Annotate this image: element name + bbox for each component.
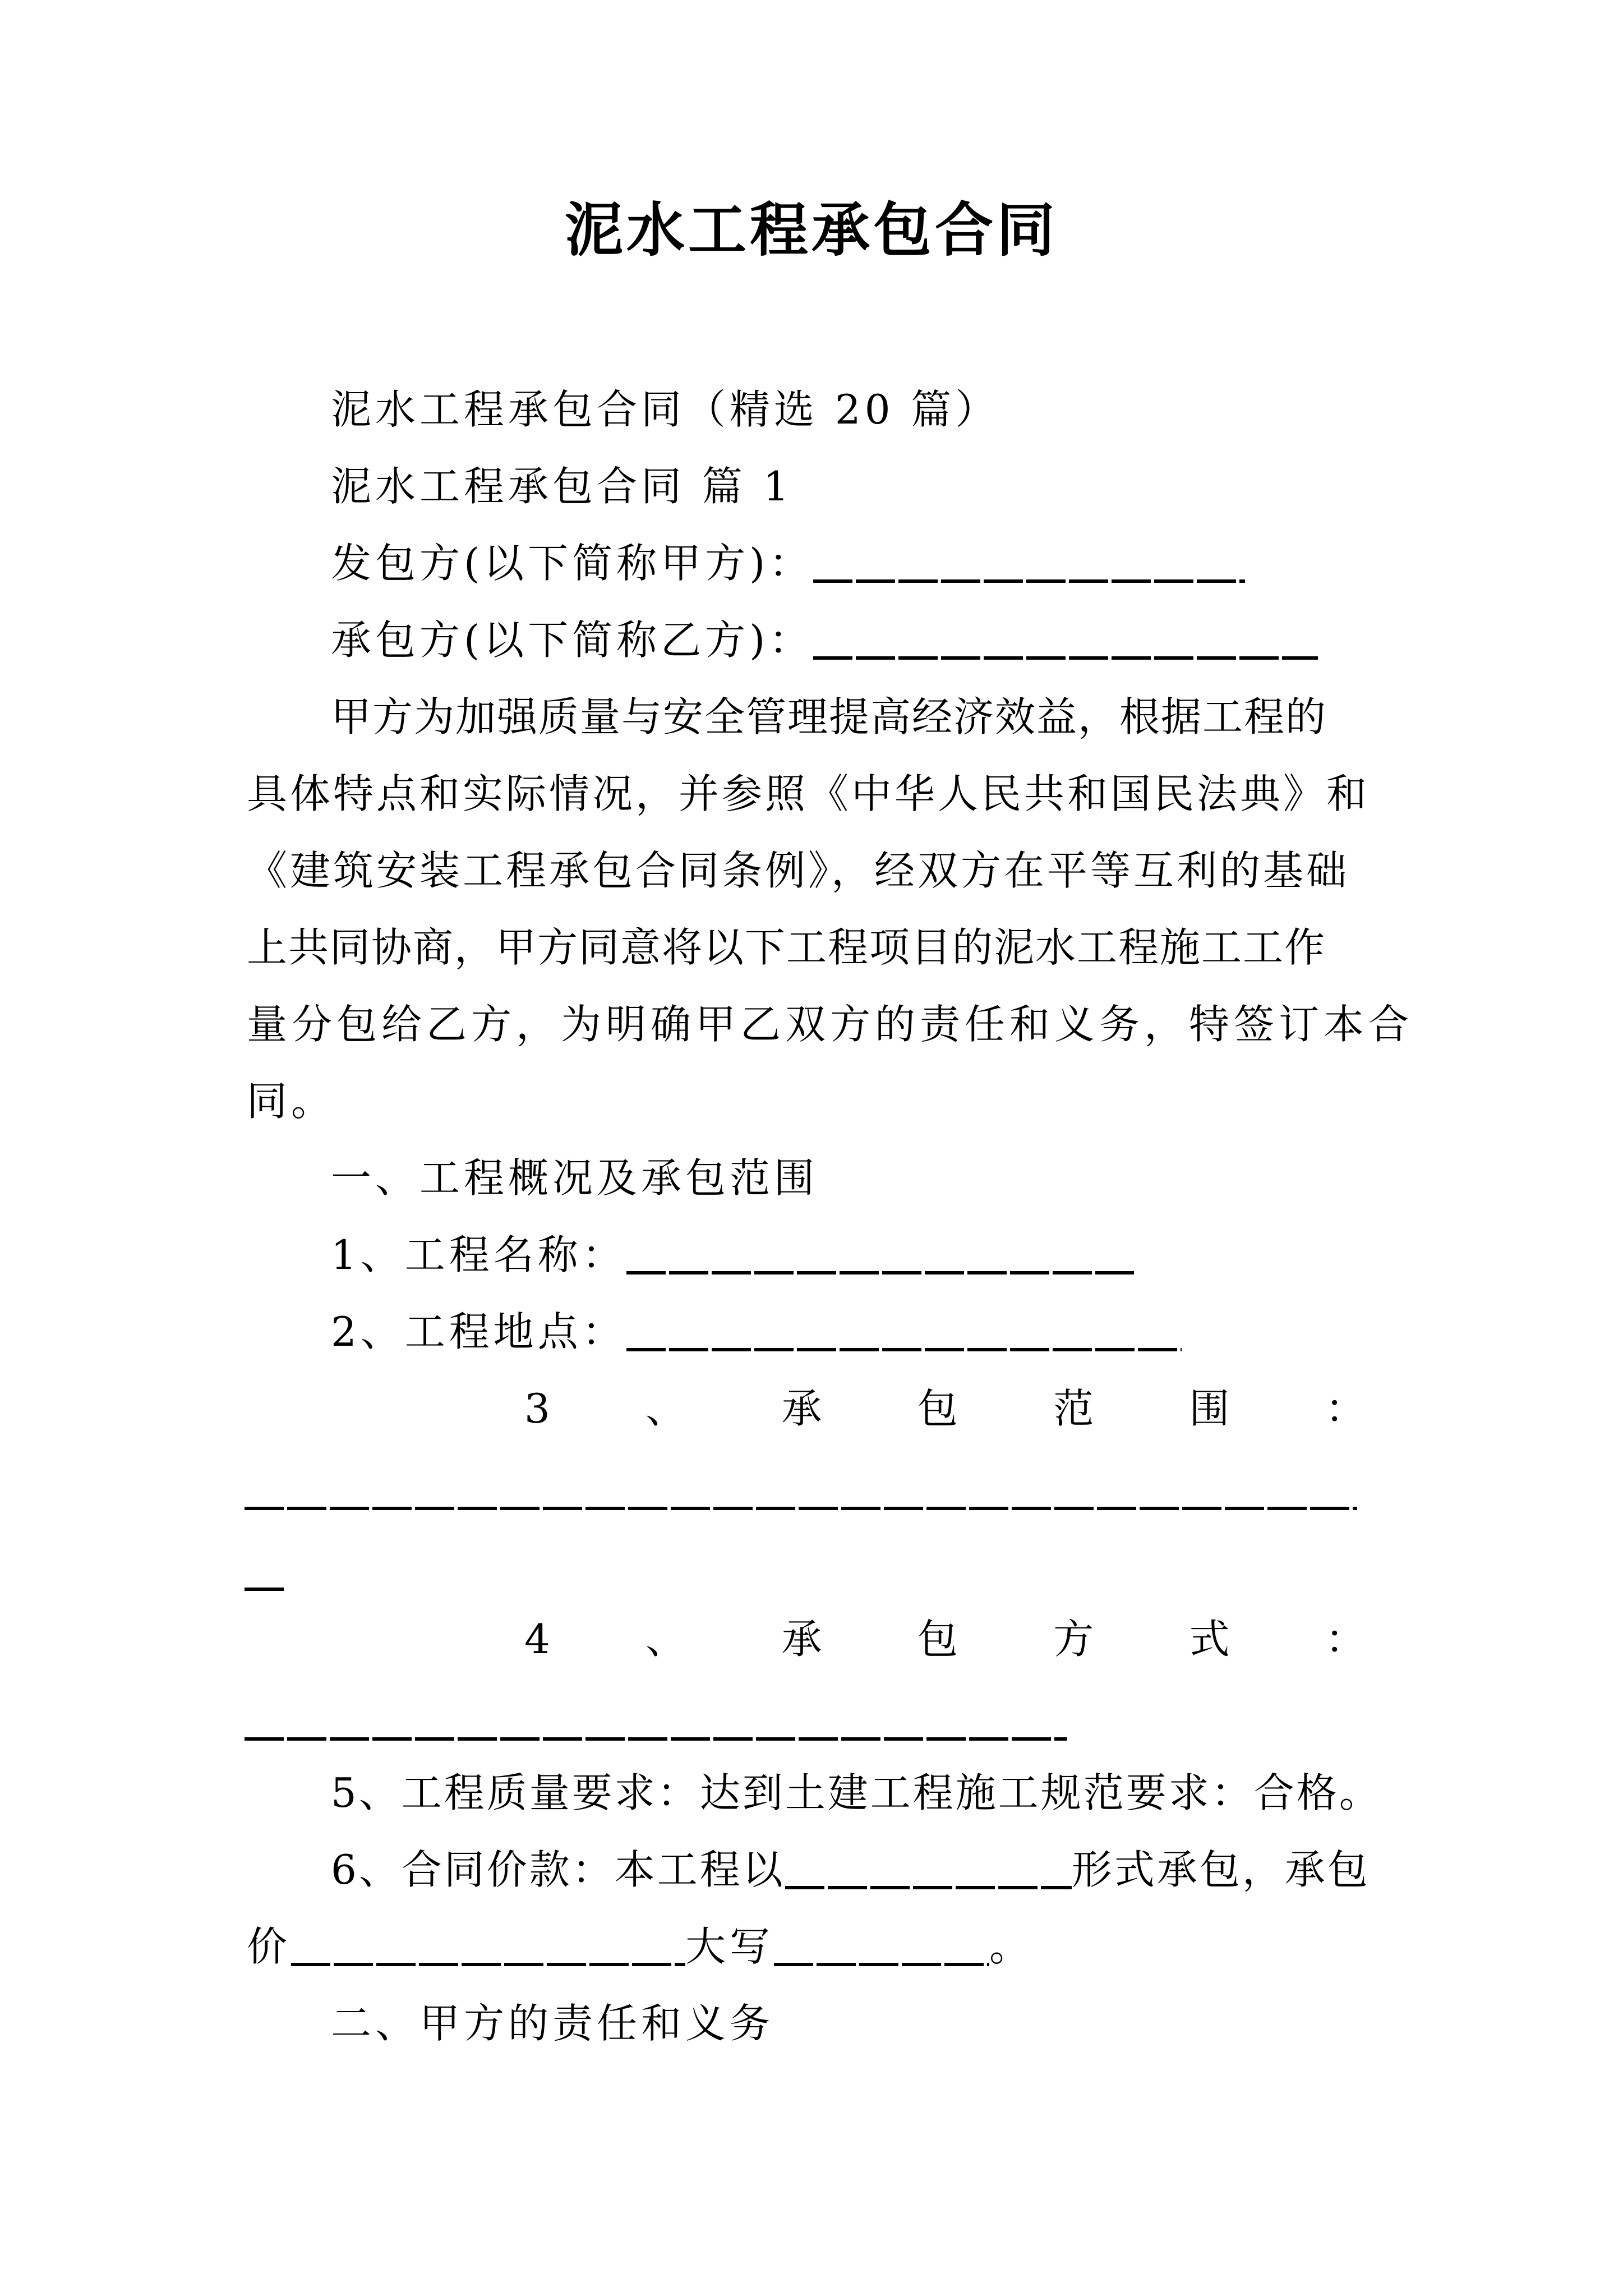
preamble-line-2: 具体特点和实际情况，并参照《中华人民共和国民法典》和 xyxy=(247,770,1370,817)
item2-label: 2、工程地点： xyxy=(331,1308,626,1355)
item3-glyph: 承 xyxy=(781,1385,822,1432)
section1-heading: 一、工程概况及承包范围 xyxy=(331,1154,819,1202)
preamble-line-6: 同。 xyxy=(247,1078,336,1125)
item4-glyph: 承 xyxy=(781,1616,822,1663)
blank-price-in-words xyxy=(774,1952,989,1966)
blank-scope-line-1 xyxy=(245,1507,1357,1510)
preamble-line-5: 量分包给乙方，为明确甲乙双方的责任和义务，特签订本合 xyxy=(247,1001,1414,1048)
item3-glyph: ： xyxy=(1325,1385,1366,1432)
item3-glyph: 包 xyxy=(917,1385,958,1432)
item6-suffix: 形式承包，承包 xyxy=(1071,1846,1370,1893)
item2-line xyxy=(247,1293,1458,1370)
part-heading: 泥水工程承包合同 篇 1 xyxy=(331,463,793,510)
party-a-label: 发包方(以下简称甲方)： xyxy=(331,540,814,587)
item4-glyph: 、 xyxy=(645,1616,686,1663)
item4-line xyxy=(524,1600,1366,1678)
blank-scope-line-2 xyxy=(245,1588,287,1591)
item6b-line xyxy=(247,1908,1374,1985)
preamble-line-3: 《建筑安装工程承包合同条例》，经双方在平等互利的基础 xyxy=(247,847,1350,894)
party-a-line xyxy=(247,524,1458,602)
item6b-price-label: 价 xyxy=(247,1923,292,1970)
item3-glyph: 围 xyxy=(1189,1385,1230,1432)
item6b-daxie-label: 大写 xyxy=(685,1923,774,1970)
blank-party-b xyxy=(813,645,1318,660)
item3-glyph: 范 xyxy=(1053,1385,1094,1432)
item6-line xyxy=(247,1831,1458,1908)
item3-glyph: 、 xyxy=(645,1385,686,1432)
blank-contract-mode-line xyxy=(245,1737,1067,1741)
item1-line xyxy=(247,1216,1458,1294)
item4-glyph: 式 xyxy=(1189,1616,1230,1663)
doc-subtitle: 泥水工程承包合同（精选 20 篇） xyxy=(331,386,1000,433)
blank-party-a xyxy=(813,568,1245,583)
item4-glyph: 4 xyxy=(524,1616,550,1663)
document-title: 泥水工程承包合同 xyxy=(564,195,1058,264)
preamble-line-4: 上共同协商，甲方同意将以下工程项目的泥水工程施工工作 xyxy=(247,924,1326,971)
item3-glyph: 3 xyxy=(524,1385,550,1432)
blank-price xyxy=(291,1952,685,1966)
item3-line xyxy=(524,1370,1366,1447)
blank-contract-form xyxy=(785,1875,1072,1889)
party-b-label: 承包方(以下简称乙方)： xyxy=(331,616,814,664)
item4-glyph: 方 xyxy=(1053,1616,1094,1663)
preamble-line-1: 甲方为加强质量与安全管理提高经济效益，根据工程的 xyxy=(331,693,1327,740)
party-b-line xyxy=(247,601,1458,679)
item4-glyph: 包 xyxy=(917,1616,958,1663)
item4-glyph: ： xyxy=(1325,1616,1366,1663)
item6b-period: 。 xyxy=(989,1923,1034,1970)
blank-project-location xyxy=(626,1337,1182,1351)
section2-heading: 二、甲方的责任和义务 xyxy=(331,2000,774,2047)
item5-line: 5、工程质量要求：达到土建工程施工规范要求：合格。 xyxy=(331,1769,1382,1816)
item6-prefix: 6、合同价款：本工程以 xyxy=(331,1846,785,1893)
blank-project-name xyxy=(626,1260,1134,1274)
item1-label: 1、工程名称： xyxy=(331,1231,626,1278)
